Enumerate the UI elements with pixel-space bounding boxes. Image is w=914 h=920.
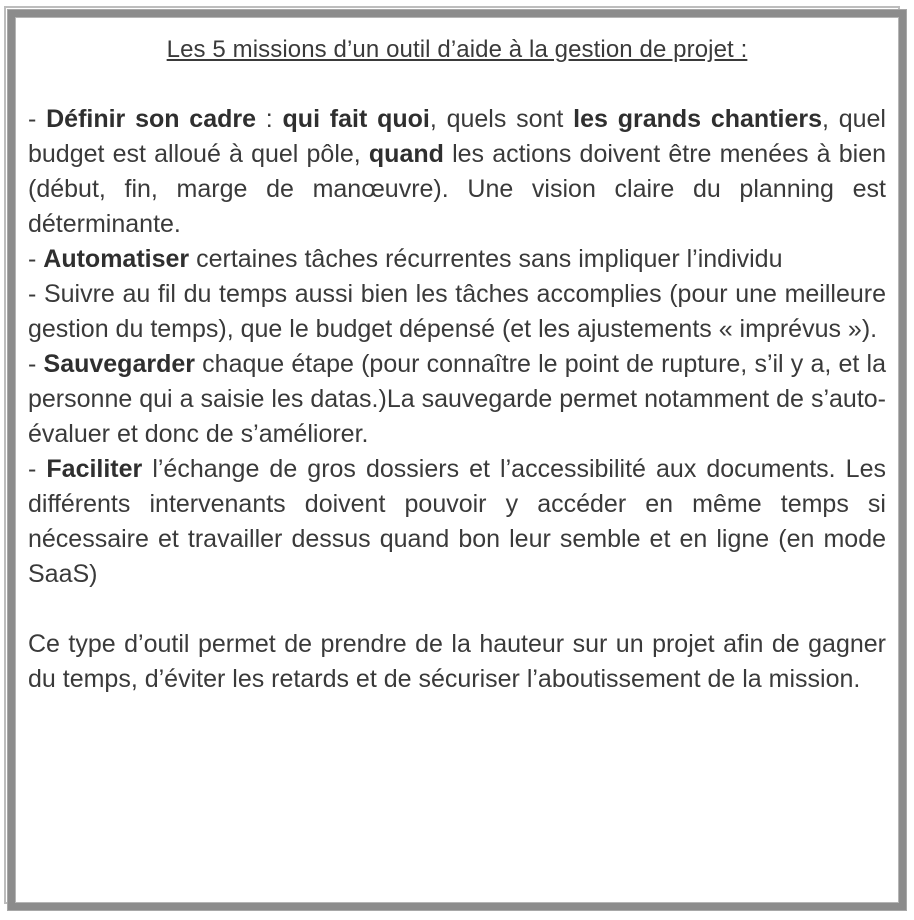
keyword-automatiser: Automatiser (43, 245, 190, 273)
document-body (28, 32, 886, 697)
spacer (28, 592, 886, 627)
keyword-faciliter: Faciliter (46, 455, 143, 483)
mission-3-suivre: - Suivre au fil du temps aussi bien les tâches accomplies (pour une meilleure gestion du temps), que le budget dépensé (et les ajustements « imprévus »). (28, 280, 886, 343)
keyword-grands-chantiers: les grands chantiers (573, 105, 822, 133)
mission-5-faciliter: - Faciliter l’échange de gros dossiers et l’accessibilité aux documents. Les différents intervenants doivent pouvoir y accéder en même temps si nécessaire et travailler dessus quand bon leur semble et en ligne (en mode SaaS) (28, 455, 886, 588)
keyword-sauvegarder: Sauvegarder (43, 350, 195, 378)
document-title: Les 5 missions d’un outil d’aide à la gestion de projet : (166, 36, 748, 63)
mission-4-sauvegarder: - Sauvegarder chaque étape (pour connaître le point de rupture, s’il y a, et la personne qui a saisie les datas.)La sauvegarde permet notamment de s’auto-évaluer et donc de s’améliorer. (28, 350, 886, 448)
mission-1-definir: - Définir son cadre : qui fait quoi, quels sont les grands chantiers, quel budget est alloué à quel pôle, quand les actions doivent être menées à bien (début, fin, marge de manœuvre). Une vision claire du planning est déterminante. (28, 105, 887, 238)
conclusion-paragraph: Ce type d’outil permet de prendre de la hauteur sur un projet afin de gagner du temps, d’éviter les retards et de sécuriser l’aboutissement de la mission. (28, 630, 886, 693)
keyword-quand: quand (368, 140, 444, 168)
keyword-qui-fait-quoi: qui fait quoi (282, 105, 430, 133)
mission-2-automatiser: - Automatiser certaines tâches récurrentes sans impliquer l’individu (28, 245, 783, 273)
keyword-definir-son-cadre: Définir son cadre (46, 105, 257, 133)
